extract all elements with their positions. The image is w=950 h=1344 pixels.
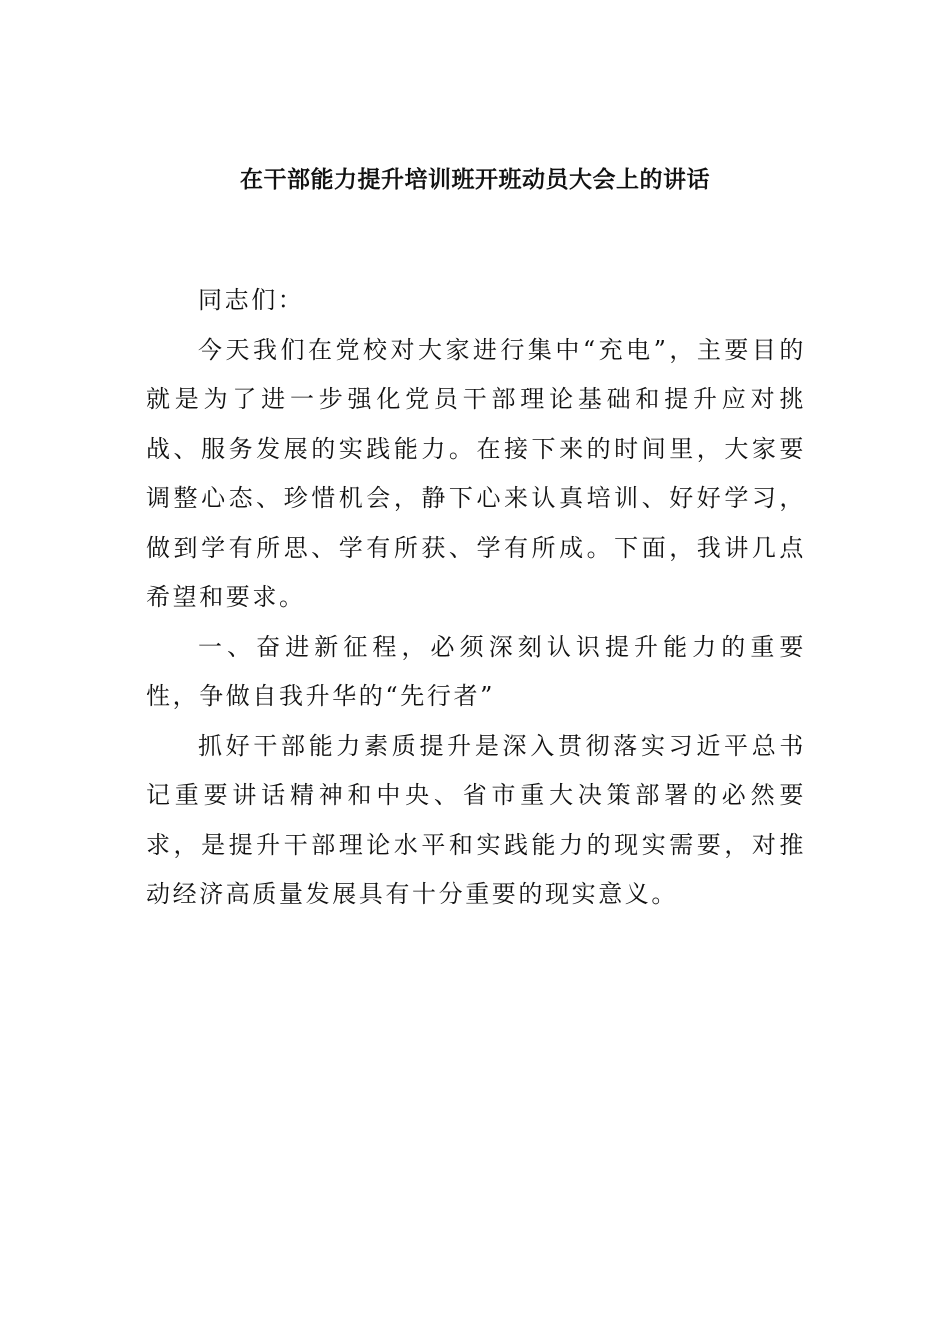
document-body xyxy=(146,276,806,920)
body-paragraph: 抓好干部能力素质提升是深入贯彻落实习近平总书记重要讲话精神和中央、省市重大决策部署的必然要求，是提升干部理论水平和实践能力的现实需要，对推动经济高质量发展具有十分重要的现实意义。 xyxy=(146,731,806,908)
intro-paragraph: 今天我们在党校对大家进行集中“充电”，主要目的就是为了进一步强化党员干部理论基础和提升应对挑战、服务发展的实践能力。在接下来的时间里，大家要调整心态、珍惜机会，静下心来认真培训、好好学习，做到学有所思、学有所获、学有所成。下面，我讲几点希望和要求。 xyxy=(146,335,806,611)
document-title: 在干部能力提升培训班开班动员大会上的讲话 xyxy=(240,167,710,193)
section-heading-1: 一、奋进新征程，必须深刻认识提升能力的重要性，争做自我升华的“先行者” xyxy=(146,632,806,710)
salutation-paragraph: 同志们： xyxy=(198,286,305,314)
